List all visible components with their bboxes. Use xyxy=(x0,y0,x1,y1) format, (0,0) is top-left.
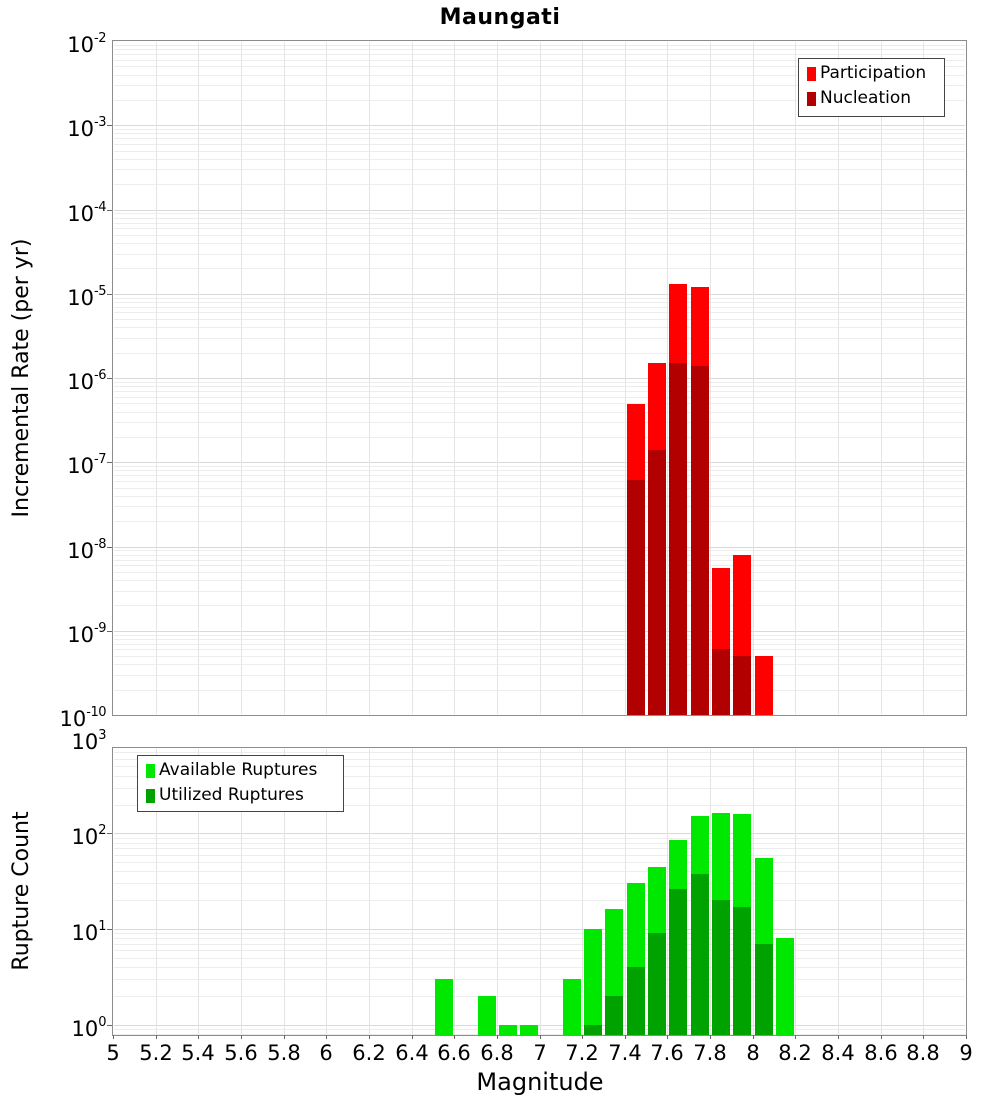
bar-nucleation xyxy=(733,656,751,715)
gridline-vertical xyxy=(284,42,285,714)
gridline-vertical xyxy=(369,42,370,714)
bar-available xyxy=(435,979,453,1035)
bar-available xyxy=(776,938,794,1035)
y-tick-mark xyxy=(107,547,112,548)
gridline-vertical xyxy=(497,42,498,714)
x-tick-mark xyxy=(284,1035,285,1039)
x-tick-label: 5.6 xyxy=(224,1041,258,1065)
y-tick-label: $10^{-2}$ xyxy=(67,31,106,57)
x-tick-label: 6.2 xyxy=(352,1041,386,1065)
x-tick-label: 7.8 xyxy=(693,1041,727,1065)
bar-available xyxy=(584,929,602,1035)
y-tick-mark xyxy=(107,462,112,463)
x-tick-mark xyxy=(369,1035,370,1039)
bar-utilized xyxy=(627,967,645,1035)
y-tick-mark xyxy=(107,929,112,930)
gridline-vertical xyxy=(881,749,882,1034)
y-tick-label: $10^{-6}$ xyxy=(67,368,106,394)
gridline-vertical xyxy=(582,42,583,714)
x-tick-label: 5.4 xyxy=(181,1041,215,1065)
gridline-vertical xyxy=(625,749,626,1034)
bar-utilized xyxy=(691,874,709,1035)
x-tick-mark xyxy=(326,1035,327,1039)
y-tick-label: $10^{-10}$ xyxy=(59,705,106,731)
x-tick-mark xyxy=(113,1035,114,1039)
x-tick-label: 6 xyxy=(319,1041,333,1065)
y-tick-label: $10^0$ xyxy=(71,1015,106,1041)
gridline-vertical xyxy=(582,749,583,1034)
y-tick-mark xyxy=(107,125,112,126)
bar-nucleation xyxy=(648,450,666,715)
y-axis-title-rupture-count: Rupture Count xyxy=(9,811,34,971)
x-tick-label: 7.4 xyxy=(608,1041,642,1065)
gridline-vertical xyxy=(156,42,157,714)
y-tick-mark xyxy=(107,631,112,632)
x-tick-mark xyxy=(412,1035,413,1039)
gridline-vertical xyxy=(923,749,924,1034)
gridline-vertical xyxy=(838,42,839,714)
gridline-vertical xyxy=(369,749,370,1034)
gridline-vertical xyxy=(795,749,796,1034)
y-tick-label: $10^2$ xyxy=(71,823,106,849)
available-ruptures-marker-icon xyxy=(146,764,155,778)
y-tick-label: $10^{-5}$ xyxy=(67,284,106,310)
legend-label-nucleation: Nucleation xyxy=(820,88,912,108)
x-tick-mark xyxy=(454,1035,455,1039)
y-tick-label: $10^{-4}$ xyxy=(67,200,106,226)
x-tick-label: 5 xyxy=(106,1041,120,1065)
bar-utilized xyxy=(584,1025,602,1035)
x-tick-label: 8 xyxy=(746,1041,760,1065)
bar-available xyxy=(499,1025,517,1035)
gridline-vertical xyxy=(454,42,455,714)
x-tick-label: 6.8 xyxy=(480,1041,514,1065)
legend-item-utilized xyxy=(146,786,335,805)
legend-count xyxy=(137,755,344,812)
x-tick-label: 7.2 xyxy=(565,1041,599,1065)
gridline-vertical xyxy=(454,749,455,1034)
gridline-vertical xyxy=(838,749,839,1034)
x-axis-title-magnitude: Magnitude xyxy=(476,1068,604,1096)
legend-item-participation xyxy=(807,64,936,83)
x-tick-mark xyxy=(923,1035,924,1039)
x-tick-mark xyxy=(198,1035,199,1039)
bar-available xyxy=(520,1025,538,1035)
gridline-vertical xyxy=(710,42,711,714)
gridline-vertical xyxy=(625,42,626,714)
y-tick-mark xyxy=(107,833,112,834)
bar-participation xyxy=(755,656,773,715)
x-tick-label: 7.6 xyxy=(650,1041,684,1065)
gridline-vertical xyxy=(667,42,668,714)
x-tick-label: 5.2 xyxy=(139,1041,173,1065)
gridline-vertical xyxy=(753,42,754,714)
x-tick-label: 6.4 xyxy=(395,1041,429,1065)
x-tick-mark xyxy=(241,1035,242,1039)
bar-available xyxy=(563,979,581,1035)
gridline-vertical xyxy=(923,42,924,714)
gridline-vertical xyxy=(198,42,199,714)
x-tick-mark xyxy=(582,1035,583,1039)
x-tick-mark xyxy=(966,1035,967,1039)
y-tick-label: $10^{-3}$ xyxy=(67,115,106,141)
legend-label-available: Available Ruptures xyxy=(159,760,318,780)
gridline-vertical xyxy=(753,749,754,1034)
x-tick-mark xyxy=(497,1035,498,1039)
x-tick-label: 9 xyxy=(959,1041,973,1065)
x-tick-mark xyxy=(667,1035,668,1039)
x-tick-label: 8.8 xyxy=(906,1041,940,1065)
gridline-vertical xyxy=(540,749,541,1034)
gridline-vertical xyxy=(710,749,711,1034)
bar-nucleation xyxy=(712,649,730,715)
bar-utilized xyxy=(605,996,623,1035)
x-tick-label: 5.8 xyxy=(267,1041,301,1065)
y-tick-label: $10^{-8}$ xyxy=(67,537,106,563)
gridline-vertical xyxy=(540,42,541,714)
legend-item-nucleation xyxy=(807,89,936,108)
x-tick-label: 6.6 xyxy=(437,1041,471,1065)
utilized-ruptures-marker-icon xyxy=(146,789,155,803)
x-tick-mark xyxy=(838,1035,839,1039)
gridline-vertical xyxy=(795,42,796,714)
bar-utilized xyxy=(733,907,751,1035)
bar-nucleation xyxy=(691,366,709,715)
x-tick-mark xyxy=(753,1035,754,1039)
y-tick-label: $10^3$ xyxy=(71,728,106,754)
y-tick-mark xyxy=(107,1025,112,1026)
x-tick-mark xyxy=(795,1035,796,1039)
gridline-vertical xyxy=(326,42,327,714)
bar-nucleation xyxy=(669,363,687,715)
legend-item-available xyxy=(146,761,335,780)
x-tick-mark xyxy=(625,1035,626,1039)
gridline-vertical xyxy=(241,42,242,714)
gridline-vertical xyxy=(412,42,413,714)
bar-utilized xyxy=(669,889,687,1035)
x-tick-mark xyxy=(540,1035,541,1039)
bar-nucleation xyxy=(627,480,645,715)
gridline-vertical xyxy=(881,42,882,714)
bar-utilized xyxy=(712,900,730,1035)
gridline-vertical xyxy=(667,749,668,1034)
x-tick-mark xyxy=(710,1035,711,1039)
legend-label-participation: Participation xyxy=(820,63,927,83)
x-tick-label: 8.6 xyxy=(864,1041,898,1065)
y-tick-mark xyxy=(107,378,112,379)
y-tick-label: $10^{-9}$ xyxy=(67,621,106,647)
y-tick-mark xyxy=(107,210,112,211)
bar-available xyxy=(478,996,496,1035)
bar-utilized xyxy=(648,933,666,1035)
gridline-vertical xyxy=(412,749,413,1034)
y-tick-mark xyxy=(107,294,112,295)
x-tick-label: 8.2 xyxy=(778,1041,812,1065)
y-tick-label: $10^{-7}$ xyxy=(67,452,106,478)
legend-label-utilized: Utilized Ruptures xyxy=(159,785,304,805)
gridline-vertical xyxy=(497,749,498,1034)
x-tick-label: 8.4 xyxy=(821,1041,855,1065)
bar-utilized xyxy=(755,944,773,1035)
participation-marker-icon xyxy=(807,67,816,81)
x-tick-label: 7 xyxy=(533,1041,547,1065)
y-axis-title-incremental-rate: Incremental Rate (per yr) xyxy=(9,238,34,518)
legend-rate xyxy=(798,58,945,117)
nucleation-marker-icon xyxy=(807,92,816,106)
x-tick-mark xyxy=(156,1035,157,1039)
x-tick-mark xyxy=(881,1035,882,1039)
chart-title: Maungati xyxy=(439,5,561,30)
y-tick-label: $10^1$ xyxy=(71,919,106,945)
incremental-rate-plot xyxy=(112,40,967,716)
